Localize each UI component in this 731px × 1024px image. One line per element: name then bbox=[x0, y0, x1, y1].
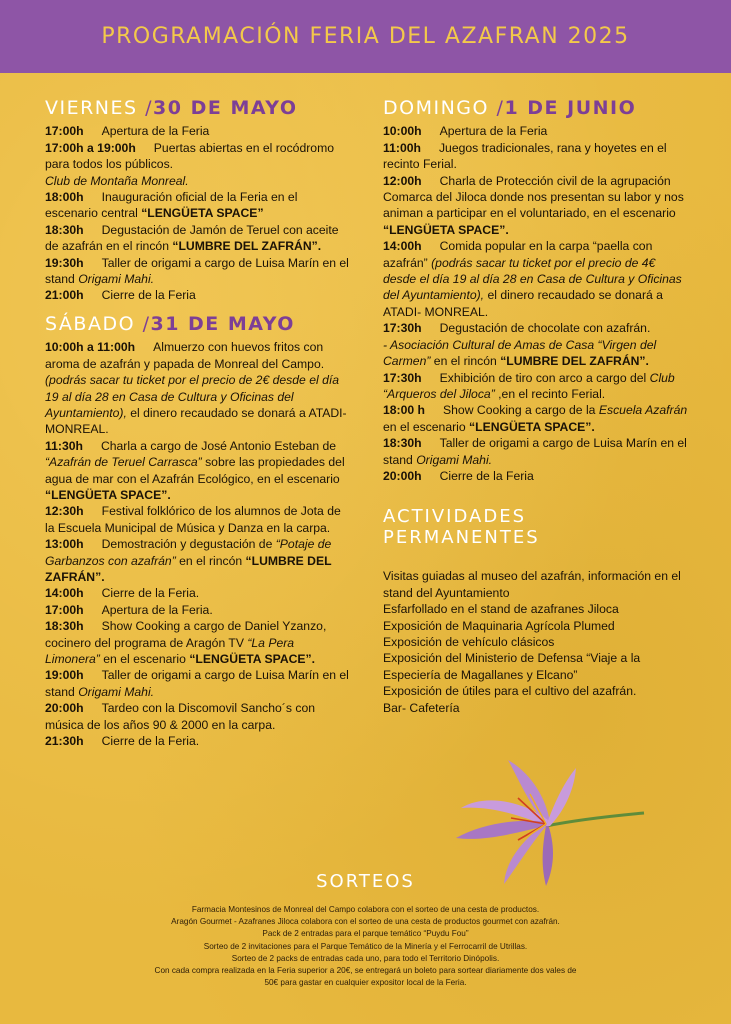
event-text: Inauguración oficial de la Feria en el escenario central bbox=[45, 190, 298, 221]
event-text: Taller de origami a cargo de Luisa Marín en el stand bbox=[45, 668, 349, 699]
event-item bbox=[45, 339, 350, 437]
event-item bbox=[383, 435, 688, 468]
sorteos-title: SORTEOS bbox=[316, 871, 415, 892]
event-text: sobre las propiedades del agua de mar con el Azafrán Ecológico, en el escenario bbox=[45, 455, 345, 486]
event-time: 10:00h bbox=[383, 124, 422, 139]
day-date: 31 DE MAYO bbox=[150, 312, 295, 335]
page-header bbox=[0, 0, 731, 73]
event-time: 10:00h a 11:00h bbox=[45, 340, 136, 355]
day-date: 1 DE JUNIO bbox=[504, 97, 637, 119]
event-item bbox=[45, 585, 350, 601]
event-text: “LUMBRE DEL ZAFRÁN”. bbox=[500, 354, 649, 369]
event-text: Festival folklórico de los alumnos de Jota de la Escuela Municipal de Música y Danza en la carpa. bbox=[45, 504, 341, 535]
event-time: 11:30h bbox=[45, 438, 83, 453]
event-time: 17:30h bbox=[383, 321, 422, 336]
event-text: en el escenario bbox=[99, 652, 190, 666]
event-item bbox=[383, 468, 688, 484]
day-name: VIERNES bbox=[45, 97, 138, 119]
day-title-domingo bbox=[383, 97, 688, 119]
permanent-activity: Visitas guiadas al museo del azafrán, información en el stand del Ayuntamiento bbox=[383, 569, 681, 600]
permanent-activity: Exposición del Ministerio de Defensa “Viaje a la Especiería de Magallanes y Elcano” bbox=[383, 651, 641, 682]
event-item bbox=[45, 189, 350, 222]
permanent-activity: Esfarfollado en el stand de azafranes Jiloca bbox=[383, 602, 619, 617]
event-item bbox=[45, 123, 350, 139]
event-text: ,en el recinto Ferial. bbox=[494, 386, 606, 401]
event-text: “Potaje de Garbanzos con azafrán” bbox=[45, 537, 332, 568]
sorteo-line: Aragón Gourmet - Azafranes Jiloca colabora con el sorteo de una cesta de productos gourmet con azafrán. bbox=[171, 917, 560, 927]
permanent-activity: Exposición de vehículo clásicos bbox=[383, 634, 555, 649]
page-title: PROGRAMACIÓN FERIA DEL AZAFRAN 2025 bbox=[101, 24, 630, 49]
event-text: en el escenario bbox=[383, 419, 470, 434]
event-text: “LUMBRE DEL ZAFRÁN”. bbox=[45, 553, 332, 584]
event-time: 11:00h bbox=[383, 140, 421, 155]
event-text: Apertura de la Feria bbox=[101, 124, 210, 139]
event-text: Degustación de Jamón de Teruel con aceite de azafrán en el rincón bbox=[45, 222, 339, 254]
event-text: Comida popular en la carpa “paella con azafrán” bbox=[383, 239, 653, 270]
event-text: Charla a cargo de José Antonio Esteban de bbox=[100, 438, 337, 453]
event-text: Show Cooking a cargo de la bbox=[443, 403, 599, 418]
event-text: Origami Mahi. bbox=[416, 452, 493, 467]
day-separator: / bbox=[488, 97, 505, 119]
event-text: Cierre de la Feria bbox=[101, 288, 196, 303]
event-item bbox=[383, 320, 688, 369]
event-item bbox=[45, 222, 350, 255]
event-text: - Asociación Cultural de Amas de Casa “Virgen del Carmen” bbox=[383, 337, 657, 369]
sorteos-list bbox=[60, 904, 671, 989]
event-text: “Azafrán de Teruel Carrasca” bbox=[45, 455, 202, 470]
event-text: Club de Montaña Monreal. bbox=[45, 173, 189, 188]
event-item bbox=[45, 618, 350, 667]
event-text: “LENGÜETA SPACE”. bbox=[189, 652, 316, 666]
permanent-activity: Exposición de Maquinaria Agrícola Plumed bbox=[383, 618, 615, 633]
event-text: Juegos tradicionales, rana y hoyetes en el recinto Ferial. bbox=[383, 140, 667, 172]
event-text: Demostración y degustación de bbox=[101, 537, 276, 552]
event-time: 17:00h bbox=[45, 124, 84, 139]
events-domingo bbox=[383, 123, 688, 484]
event-text: Degustación de chocolate con azafrán. bbox=[439, 321, 651, 336]
day-separator: / bbox=[137, 97, 154, 119]
event-text: Cierre de la Feria. bbox=[101, 734, 200, 749]
event-text: “LUMBRE DEL ZAFRÁN”. bbox=[172, 239, 322, 254]
event-text: en el rincón bbox=[175, 553, 246, 568]
day-title-sabado bbox=[45, 312, 350, 335]
event-time: 18:30h bbox=[383, 436, 422, 451]
event-time: 18:30h bbox=[45, 619, 84, 634]
permanent-activity: Bar- Cafetería bbox=[383, 700, 460, 715]
event-text: Apertura de la Feria bbox=[439, 124, 548, 139]
event-text: Origami Mahi. bbox=[78, 272, 155, 287]
sorteo-line: Sorteo de 2 invitaciones para el Parque Temático de la Minería y el Ferrocarril de Utrillas. bbox=[203, 941, 528, 951]
event-item bbox=[45, 667, 350, 700]
event-item bbox=[45, 140, 350, 189]
event-text: el dinero recaudado se donará a ATADI- MONREAL. bbox=[383, 288, 663, 319]
event-item bbox=[45, 503, 350, 536]
event-item bbox=[383, 173, 688, 239]
event-text: Escuela Azafrán bbox=[598, 403, 688, 418]
event-item bbox=[45, 602, 350, 618]
event-text: “LENGÜETA SPACE”. bbox=[45, 487, 171, 502]
event-time: 20:00h bbox=[383, 468, 422, 483]
sorteo-line: Con cada compra realizada en la Feria superior a 20€, se entregará un boleto para sortear diariamente dos vales de bbox=[154, 966, 577, 976]
event-text: Club “Arqueros del Jiloca” bbox=[383, 370, 675, 401]
event-text: “LENGÜETA SPACE”. bbox=[469, 419, 595, 434]
event-item bbox=[45, 700, 350, 733]
event-time: 20:00h bbox=[45, 701, 84, 716]
event-text: Exhibición de tiro con arco a cargo del bbox=[439, 370, 650, 385]
event-time: 14:00h bbox=[45, 586, 84, 601]
event-text: “LENGÜETA SPACE” bbox=[141, 206, 264, 221]
event-item bbox=[45, 438, 350, 504]
event-time: 17:30h bbox=[383, 370, 422, 385]
permanentes-title-line2: PERMANENTES bbox=[383, 527, 540, 549]
event-item bbox=[383, 238, 688, 320]
permanentes-list bbox=[383, 568, 688, 716]
day-separator: / bbox=[135, 312, 151, 335]
event-time: 18:00h bbox=[45, 190, 84, 205]
sorteo-line: Pack de 2 entradas para el parque temático “Puydu Fou” bbox=[262, 929, 469, 939]
saffron-flower-icon bbox=[446, 758, 646, 888]
right-column bbox=[383, 97, 688, 716]
event-item bbox=[383, 123, 688, 139]
sorteo-line: Sorteo de 2 packs de entradas cada uno, para todo el Territorio Dinópolis. bbox=[231, 953, 500, 963]
event-time: 18:00 h bbox=[383, 403, 426, 418]
event-text: Almuerzo con huevos fritos con aroma de azafrán y papada de Monreal del Campo. bbox=[45, 340, 325, 371]
event-text: Origami Mahi. bbox=[78, 684, 155, 699]
sorteo-line: 50€ para gastar en cualquier expositor local de la Feria. bbox=[264, 978, 467, 988]
events-sabado bbox=[45, 339, 350, 749]
permanent-activity: Exposición de útiles para el cultivo del azafrán. bbox=[383, 684, 637, 699]
event-time: 19:30h bbox=[45, 255, 84, 270]
event-time: 17:00h bbox=[45, 602, 84, 617]
permanentes-title bbox=[383, 506, 688, 548]
event-item bbox=[45, 733, 350, 749]
event-text: (podrás sacar tu ticket por el precio de 2€ desde el día 19 al día 28 en Casa de Cultura y Oficinas del Ayuntamiento), bbox=[45, 373, 340, 420]
event-text: Show Cooking a cargo de Daniel Yzanzo, cocinero del programa de Aragón TV bbox=[45, 619, 327, 650]
event-text: “La Pera Limonera” bbox=[45, 635, 295, 666]
event-text: Puertas abiertas en el rocódromo para todos los públicos. bbox=[45, 140, 334, 172]
event-text: Cierre de la Feria. bbox=[101, 586, 200, 601]
events-viernes bbox=[45, 123, 350, 303]
event-time: 21:00h bbox=[45, 288, 84, 303]
event-time: 21:30h bbox=[45, 734, 84, 749]
event-text: Cierre de la Feria bbox=[439, 468, 534, 483]
event-item bbox=[383, 140, 688, 173]
event-text: Tardeo con la Discomovil Sancho´s con música de los años 90 & 2000 en la carpa. bbox=[45, 701, 316, 732]
event-time: 18:30h bbox=[45, 222, 84, 237]
event-time: 14:00h bbox=[383, 239, 422, 254]
day-name: SÁBADO bbox=[45, 312, 136, 335]
event-text: el dinero recaudado se donará a ATADI- MONREAL. bbox=[45, 405, 347, 437]
event-text: Taller de origami a cargo de Luisa Marín en el stand bbox=[383, 436, 687, 467]
sorteo-line: Farmacia Montesinos de Monreal del Campo colabora con el sorteo de una cesta de productos. bbox=[191, 905, 540, 914]
event-text: “LENGÜETA SPACE”. bbox=[383, 222, 509, 237]
event-time: 19:00h bbox=[45, 668, 84, 683]
day-date: 30 DE MAYO bbox=[153, 97, 298, 119]
event-item bbox=[383, 402, 688, 435]
event-text: (podrás sacar tu ticket por el precio de 4€ desde el día 19 al día 28 en Casa de Cultura y Oficinas del Ayuntamiento), bbox=[383, 255, 682, 303]
event-text: Taller de origami a cargo de Luisa Marín en el stand bbox=[45, 255, 349, 287]
left-column bbox=[45, 97, 350, 749]
event-time: 17:00h a 19:00h bbox=[45, 140, 136, 155]
day-name: DOMINGO bbox=[383, 97, 489, 119]
event-item bbox=[383, 370, 688, 403]
event-item bbox=[45, 536, 350, 585]
event-item bbox=[45, 287, 350, 303]
day-title-viernes bbox=[45, 97, 350, 119]
event-text: Charla de Protección civil de la agrupación Comarca del Jiloca donde nos presentan su labor y nos animan a participar en el voluntariado, en el escenario bbox=[383, 173, 684, 221]
event-item bbox=[45, 255, 350, 288]
permanentes-title-line1: ACTIVIDADES bbox=[383, 506, 527, 528]
event-text: Apertura de la Feria. bbox=[101, 602, 213, 617]
event-text: en el rincón bbox=[430, 354, 501, 369]
event-time: 13:00h bbox=[45, 537, 84, 552]
event-time: 12:00h bbox=[383, 173, 422, 188]
event-time: 12:30h bbox=[45, 504, 84, 519]
